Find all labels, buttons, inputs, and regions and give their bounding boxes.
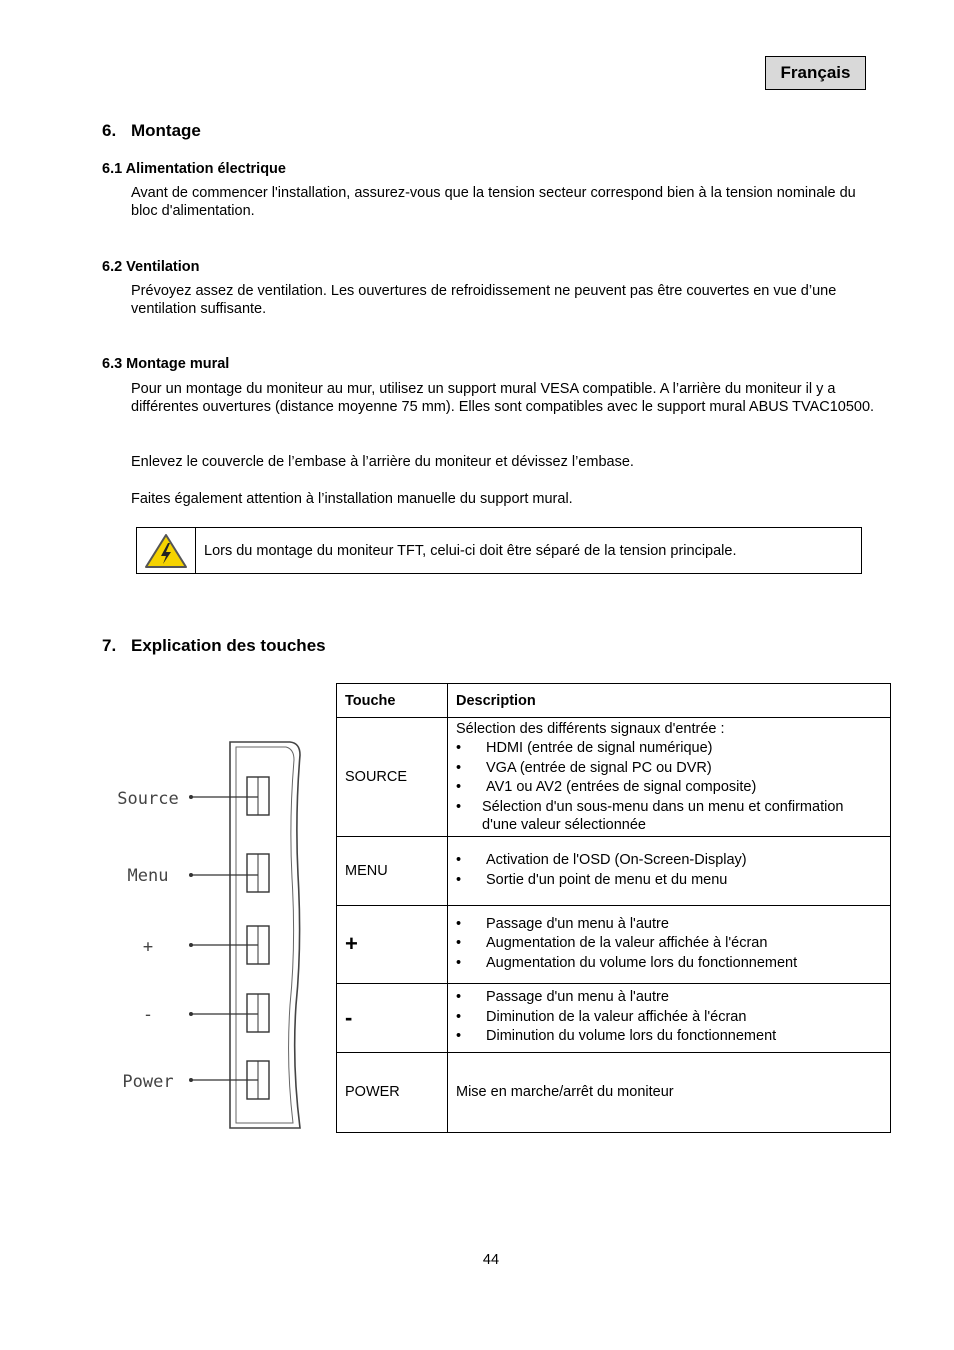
description-cell	[448, 718, 891, 837]
warning-box	[136, 527, 862, 574]
list-item: • Diminution du volume lors du fonctionnement	[456, 1027, 882, 1047]
list-item: • HDMI (entrée de signal numérique)	[456, 739, 882, 759]
keys-table	[336, 683, 891, 1133]
column-header-description: Description	[448, 684, 891, 718]
diagram-label-power: Power	[122, 1072, 174, 1092]
diagram-label-source: Source	[117, 789, 179, 809]
section-number: 7.	[102, 636, 117, 655]
key-cell: SOURCE	[337, 718, 448, 837]
subsection-6-2-text: Prévoyez assez de ventilation. Les ouvertures de refroidissement ne peuvent pas être couvertes en vue d’une ventilation suffisante.	[131, 283, 837, 317]
key-cell: MENU	[337, 836, 448, 905]
table-row-source	[337, 718, 891, 837]
monitor-side-inner-edge	[236, 747, 294, 1123]
key-cell: -	[337, 983, 448, 1052]
button-power	[189, 1061, 269, 1099]
table-header-row	[337, 684, 891, 718]
warning-icon-cell	[137, 528, 196, 573]
description-cell	[448, 836, 891, 905]
list-item: • Augmentation de la valeur affichée à l'écran	[456, 934, 882, 954]
column-header-key: Touche	[337, 684, 448, 718]
section-6-heading	[102, 121, 201, 141]
list-item: • VGA (entrée de signal PC ou DVR)	[456, 759, 882, 779]
subsection-6-2-heading: 6.2 Ventilation	[102, 259, 200, 275]
table-row-power	[337, 1052, 891, 1132]
table-row-menu	[337, 836, 891, 905]
monitor-side-casing	[230, 742, 300, 1128]
description-cell	[448, 983, 891, 1052]
list-item: • Passage d'un menu à l'autre	[456, 988, 882, 1008]
list-item: • Diminution de la valeur affichée à l'écran	[456, 1008, 882, 1028]
subsection-6-3-heading: 6.3 Montage mural	[102, 356, 230, 372]
list-item: • Activation de l'OSD (On-Screen-Display)	[456, 851, 882, 871]
subsection-6-1-heading: 6.1 Alimentation électrique	[102, 161, 286, 177]
monitor-button-diagram	[110, 735, 310, 1135]
diagram-label-plus: +	[142, 937, 154, 957]
button-plus	[189, 926, 269, 964]
list-item: • Sélection d'un sous-menu dans un menu et confirmation d'une valeur sélectionnée	[456, 798, 882, 834]
description-cell: Mise en marche/arrêt du moniteur	[448, 1052, 891, 1132]
table-row-minus	[337, 983, 891, 1052]
section-7-heading	[102, 636, 326, 656]
list-item: • AV1 ou AV2 (entrées de signal composite)	[456, 778, 882, 798]
button-minus	[189, 994, 269, 1032]
language-badge: Français	[765, 56, 866, 90]
button-source	[189, 777, 269, 815]
high-voltage-warning-icon	[144, 533, 188, 569]
section-title: Montage	[131, 121, 201, 140]
page-number: 44	[482, 1252, 500, 1268]
subsection-6-3-paragraph-1: Pour un montage du moniteur au mur, utilisez un support mural VESA compatible. A l’arrière du moniteur il y a différentes ouvertures (distance moyenne 75 mm). Elles sont compatibles avec le support mural ABUS TVAC10500.	[131, 381, 875, 415]
section-title: Explication des touches	[131, 636, 326, 655]
subsection-6-3-paragraph-3: Faites également attention à l’installation manuelle du support mural.	[131, 491, 573, 507]
description-cell	[448, 905, 891, 983]
description-intro: Sélection des différents signaux d'entrée :	[456, 721, 725, 737]
section-number: 6.	[102, 121, 117, 140]
warning-text: Lors du montage du moniteur TFT, celui-ci doit être séparé de la tension principale.	[204, 542, 737, 559]
key-cell: +	[337, 905, 448, 983]
diagram-label-menu: Menu	[127, 866, 169, 886]
subsection-6-1-text: Avant de commencer l'installation, assurez-vous que la tension secteur correspond bien à la tension nominale du bloc d'alimentation.	[131, 185, 856, 219]
button-menu	[189, 854, 269, 892]
list-item: • Sortie d'un point de menu et du menu	[456, 871, 882, 891]
subsection-6-3-paragraph-2: Enlevez le couvercle de l’embase à l’arrière du moniteur et dévissez l’embase.	[131, 454, 634, 470]
list-item: • Passage d'un menu à l'autre	[456, 915, 882, 935]
diagram-label-minus: -	[142, 1005, 154, 1025]
table-row-plus	[337, 905, 891, 983]
key-cell: POWER	[337, 1052, 448, 1132]
list-item: • Augmentation du volume lors du fonctionnement	[456, 954, 882, 974]
